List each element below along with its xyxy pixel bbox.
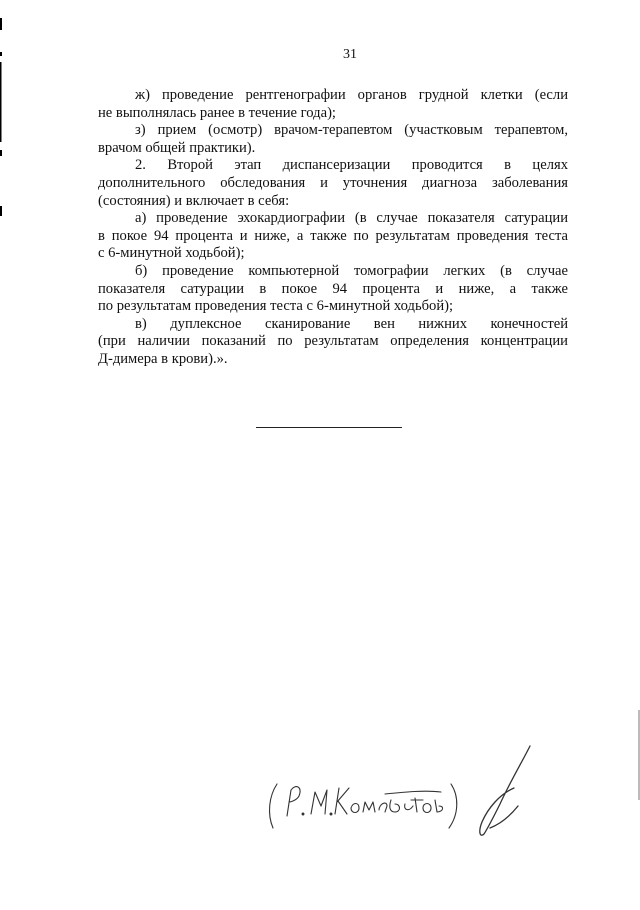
list-item-z: [98, 122, 568, 157]
text-line: в покое 94 процента и ниже, а также по результатам проведения теста: [98, 227, 568, 244]
text-line: врачом общей практики).: [98, 139, 256, 156]
document-body: [98, 87, 568, 369]
text-line: с 6-минутной ходьбой);: [98, 245, 245, 262]
text-line: (состояния) и включает в себя:: [98, 192, 290, 209]
text-line: дополнительного обследования и уточнения диагноза заболевания: [98, 174, 568, 191]
text-line: Д-димера в крови).».: [98, 350, 228, 367]
section-2: [98, 157, 568, 210]
sub-item-a: [98, 210, 568, 263]
text-line: а) проведение эхокардиографии (в случае показателя сатурации: [135, 210, 568, 227]
text-line: з) прием (осмотр) врачом-терапевтом (участковым терапевтом,: [135, 122, 568, 139]
scan-edge-marks: [0, 0, 4, 905]
text-line: 2. Второй этап диспансеризации проводится в целях: [135, 157, 568, 174]
sub-item-v: [98, 316, 568, 369]
list-item-zh: [98, 87, 568, 122]
text-line: в) дуплексное сканирование вен нижних конечностей: [135, 315, 568, 332]
text-line: показателя сатурации в покое 94 процента и ниже, а также: [98, 280, 568, 297]
signature: [470, 742, 540, 842]
handwritten-name: [265, 770, 465, 840]
text-line: по результатам проведения теста с 6-минутной ходьбой);: [98, 298, 454, 315]
sub-item-b: [98, 263, 568, 316]
text-line: не выполнялась ранее в течение года);: [98, 104, 336, 121]
text-line: (при наличии показаний по результатам определения концентрации: [98, 333, 568, 350]
page-number: 31: [343, 47, 357, 62]
section-divider: [256, 427, 402, 428]
text-line: ж) проведение рентгенографии органов грудной клетки (если: [135, 87, 568, 103]
text-line: б) проведение компьютерной томографии легких (в случае: [135, 262, 568, 279]
